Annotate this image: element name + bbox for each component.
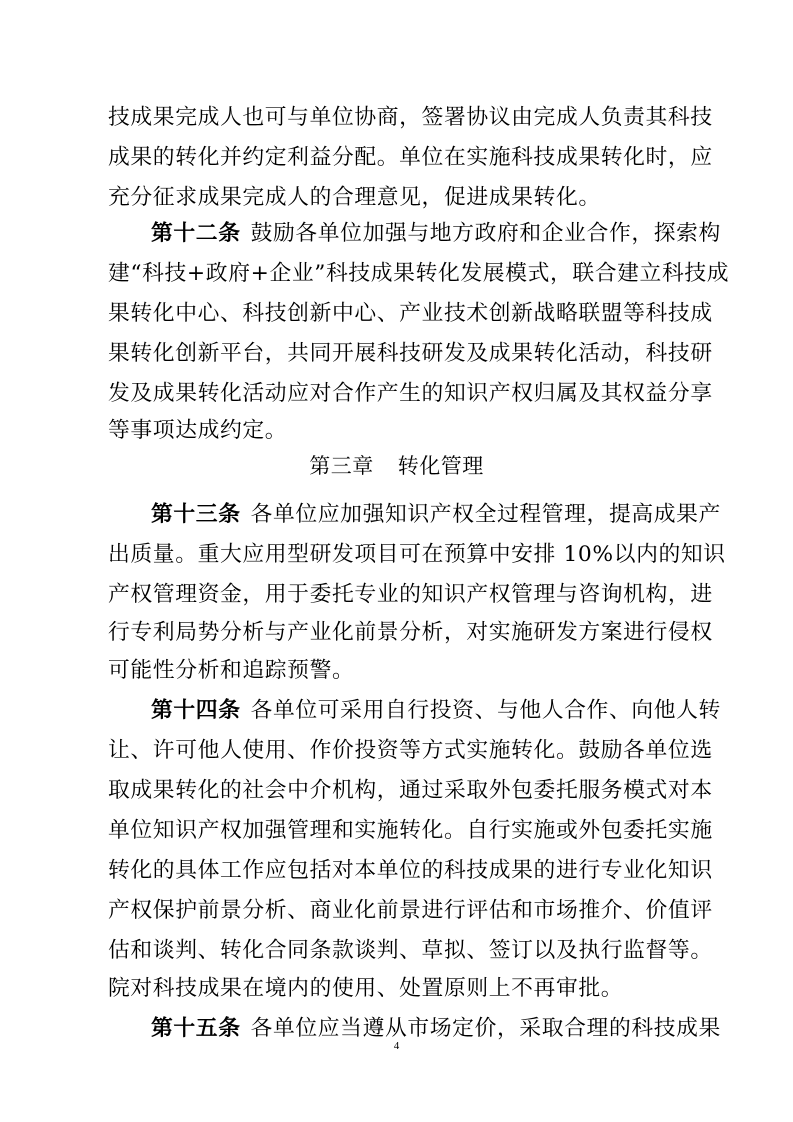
text-line: 单位知识产权加强管理和实施转化。自行实施或外包委托实施 (108, 818, 713, 843)
text-line: 让、许可他人使用、作价投资等方式实施转化。鼓励各单位选 (108, 738, 713, 763)
text-line: 行专利局势分析与产业化前景分析，对实施研发方案进行侵权 (108, 620, 713, 645)
article-14-first-line (151, 691, 721, 731)
article-14-first-text: 各单位可采用自行投资、与他人合作、向他人转 (250, 698, 721, 723)
chapter-title: 转化管理 (397, 454, 484, 478)
text-line: 果转化创新平台，共同开展科技研发及成果转化活动，科技研 (108, 341, 713, 366)
text-line: 转化的具体工作应包括对本单位的科技成果的进行专业化知识 (108, 858, 713, 883)
text-line: 发及成果转化活动应对合作产生的知识产权归属及其权益分享 (108, 381, 713, 406)
chapter-heading (0, 446, 793, 486)
text-line: 产权管理资金，用于委托专业的知识产权管理与咨询机构，进 (108, 582, 713, 607)
text-line: 成果的转化并约定利益分配。单位在实施科技成果转化时，应 (108, 145, 713, 170)
chapter-number: 第三章 (309, 454, 374, 478)
page-number: 4 (393, 1040, 400, 1052)
article-13-first-line (151, 495, 721, 535)
article-14-label: 第十四条 (151, 698, 241, 723)
text-line: 技成果完成人也可与单位协商，签署协议由完成人负责其科技 (108, 105, 713, 130)
article-12-first-text: 鼓励各单位加强与地方政府和企业合作，探索构 (250, 221, 721, 246)
text-line: 等事项达成约定。 (108, 418, 288, 443)
article-12-first-line (151, 214, 721, 254)
text-line: 果转化中心、科技创新中心、产业技术创新战略联盟等科技成 (108, 301, 713, 326)
text-line: 可能性分析和追踪预警。 (108, 658, 355, 683)
article-13-first-text: 各单位应加强知识产权全过程管理，提高成果产 (250, 502, 721, 527)
article-13-label: 第十三条 (151, 502, 241, 527)
text-line: 充分征求成果完成人的合理意见，促进成果转化。 (108, 185, 601, 210)
article-15-label: 第十五条 (151, 1016, 241, 1041)
text-line: 出质量。重大应用型研发项目可在预算中安排 10%以内的知识 (108, 542, 726, 567)
text-line: 院对科技成果在境内的使用、处置原则上不再审批。 (108, 976, 624, 1001)
article-12-label: 第十二条 (151, 221, 241, 246)
article-15-first-text: 各单位应当遵从市场定价，采取合理的科技成果 (250, 1016, 721, 1041)
text-line: 估和谈判、转化合同条款谈判、草拟、签订以及执行监督等。 (108, 938, 713, 963)
text-line: 建“科技+政府+企业”科技成果转化发展模式，联合建立科技成 (108, 261, 730, 286)
text-line: 产权保护前景分析、商业化前景进行评估和市场推介、价值评 (108, 898, 713, 923)
text-line: 取成果转化的社会中介机构，通过采取外包委托服务模式对本 (108, 778, 713, 803)
